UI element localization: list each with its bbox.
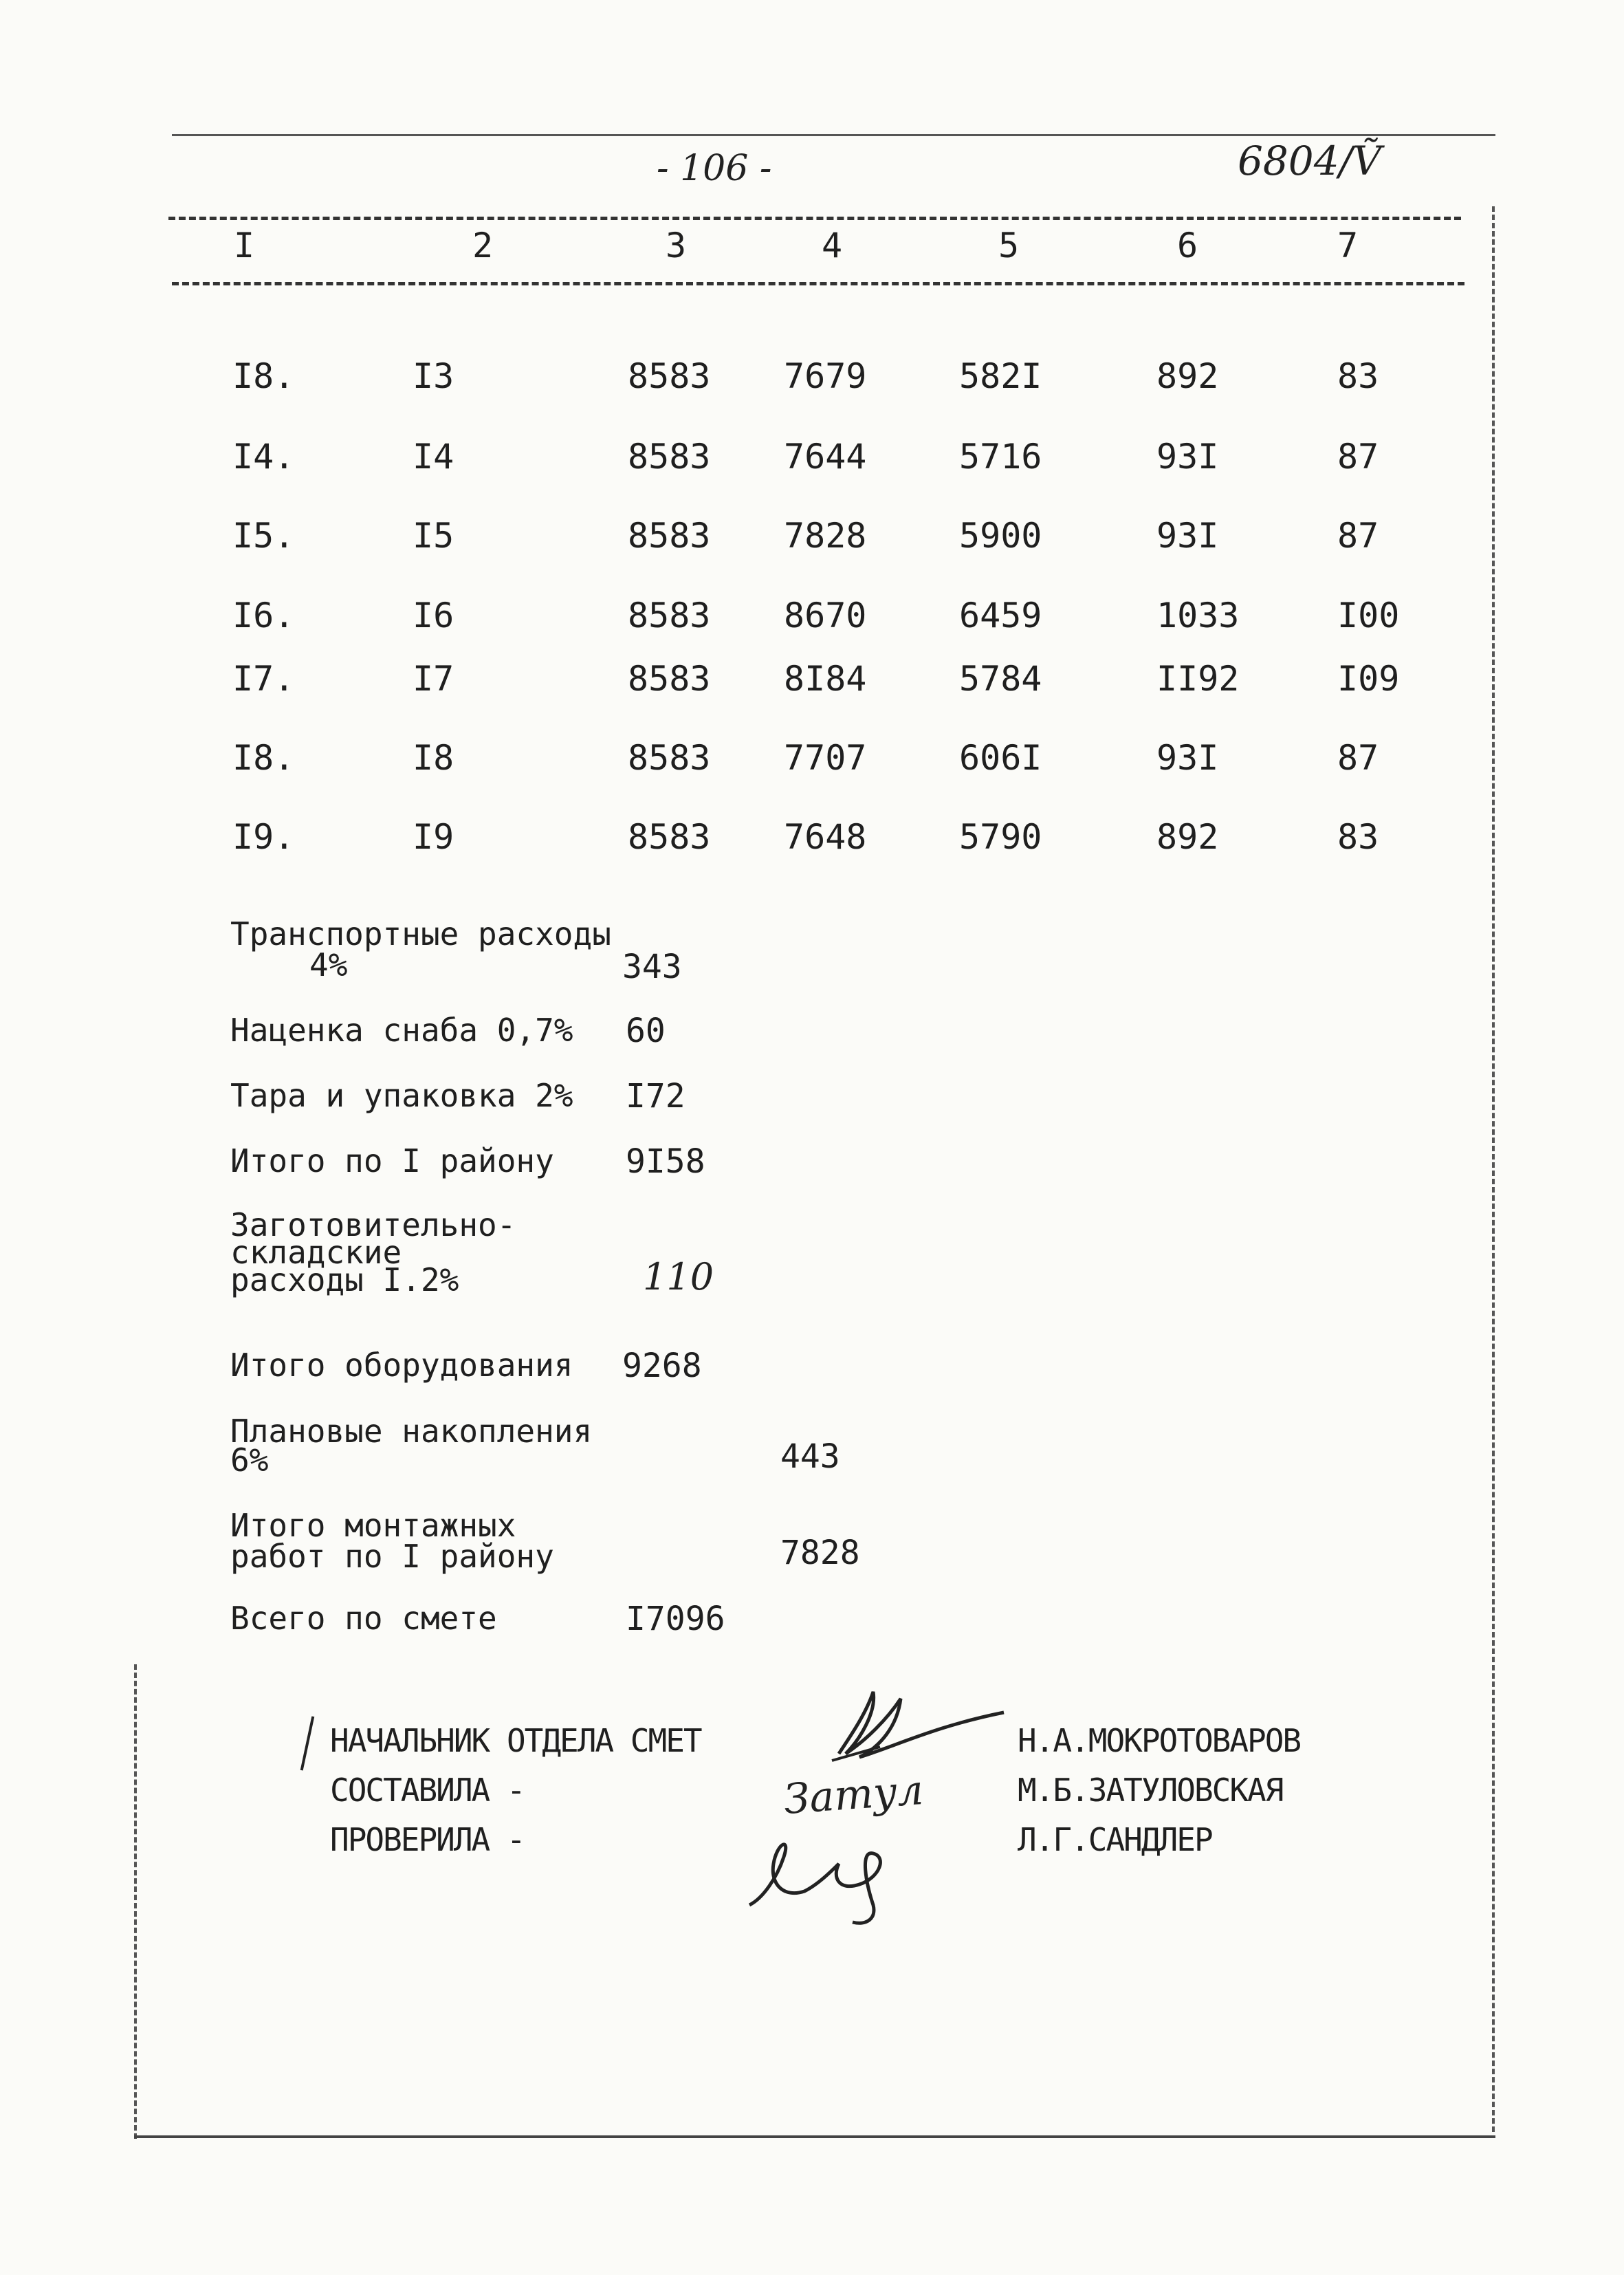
page-number: - 106 - (657, 148, 772, 189)
row-cell: I00 (1337, 596, 1400, 635)
grand-total-label: Всего по смете (230, 1600, 497, 1637)
row-cell: I5. (232, 516, 295, 556)
row-cell: 7648 (784, 817, 867, 857)
column-header-6: 6 (1177, 226, 1199, 265)
transport-value: 343 (622, 948, 682, 986)
row-cell: 6459 (959, 596, 1042, 635)
row-cell: 8583 (628, 437, 711, 477)
planned-label-line1: Плановые накопления (230, 1413, 593, 1450)
row-cell: I8 (413, 738, 454, 778)
margin-tick (300, 1716, 315, 1770)
row-cell: 93I (1156, 516, 1219, 556)
row-cell: 87 (1337, 437, 1379, 477)
row-cell: 7828 (784, 516, 867, 556)
header-rule-bottom (172, 282, 1464, 285)
row-cell: I6. (232, 596, 295, 635)
total-region-label: Итого по I району (230, 1142, 554, 1179)
row-cell: 7679 (784, 356, 867, 396)
planned-label-line2: 6% (230, 1441, 269, 1479)
row-cell: 8583 (628, 659, 711, 699)
storage-label-line1: Заготовительно- (230, 1206, 516, 1243)
packaging-value: I72 (626, 1077, 685, 1115)
checked-name: Л.Г.САНДЛЕР (1018, 1821, 1212, 1858)
compiled-signature-text: Затул (782, 1766, 925, 1824)
row-cell: 7644 (784, 437, 867, 477)
row-cell: I4. (232, 437, 295, 477)
row-cell: 5784 (959, 659, 1042, 699)
storage-value: 110 (643, 1255, 714, 1298)
row-cell: I09 (1337, 659, 1400, 699)
row-cell: 8583 (628, 356, 711, 396)
column-header-5: 5 (998, 226, 1020, 265)
checked-title: ПРОВЕРИЛА - (330, 1821, 525, 1858)
head-title: НАЧАЛЬНИК ОТДЕЛА СМЕТ (330, 1722, 701, 1759)
total-equipment-value: 9268 (622, 1347, 702, 1385)
markup-value: 60 (626, 1012, 666, 1050)
row-cell: I8. (232, 738, 295, 778)
row-cell: I3 (413, 356, 454, 396)
row-cell: 83 (1337, 356, 1379, 396)
row-cell: 93I (1156, 437, 1219, 477)
storage-label-line3: расходы I.2% (230, 1261, 459, 1298)
total-region-value: 9I58 (626, 1142, 705, 1181)
row-cell: 7707 (784, 738, 867, 778)
row-cell: 5790 (959, 817, 1042, 857)
row-cell: 892 (1156, 817, 1219, 857)
row-cell: 8583 (628, 516, 711, 556)
top-rule (172, 134, 1495, 136)
total-equipment-label: Итого оборудования (230, 1347, 573, 1384)
row-cell: 606I (959, 738, 1042, 778)
checked-signature (736, 1822, 914, 1933)
installation-value: 7828 (780, 1534, 860, 1572)
right-margin-line (1492, 206, 1495, 2132)
transport-label: Транспортные расходы (230, 915, 611, 953)
column-header-3: 3 (666, 226, 688, 265)
row-cell: I4 (413, 437, 454, 477)
row-cell: II92 (1156, 659, 1240, 699)
row-cell: I6 (413, 596, 454, 635)
row-cell: I9. (232, 817, 295, 857)
row-cell: 582I (959, 356, 1042, 396)
row-cell: 5716 (959, 437, 1042, 477)
column-header-7: 7 (1337, 226, 1359, 265)
document-code: 6804/Ṽ (1238, 138, 1382, 184)
header-rule-top (168, 217, 1461, 220)
column-header-2: 2 (472, 226, 494, 265)
row-cell: I9 (413, 817, 454, 857)
row-cell: I7 (413, 659, 454, 699)
row-cell: 83 (1337, 817, 1379, 857)
installation-label-line1: Итого монтажных (230, 1507, 516, 1544)
row-cell: 87 (1337, 516, 1379, 556)
storage-label-line2: складские (230, 1234, 402, 1271)
transport-percent: 4% (309, 946, 348, 983)
column-header-4: 4 (822, 226, 844, 265)
row-cell: 892 (1156, 356, 1219, 396)
row-cell: 87 (1337, 738, 1379, 778)
markup-label: Наценка снаба 0,7% (230, 1012, 573, 1049)
row-cell: I8. (232, 356, 295, 396)
row-cell: 5900 (959, 516, 1042, 556)
left-margin-line (134, 1664, 137, 2139)
row-cell: I7. (232, 659, 295, 699)
row-cell: 8583 (628, 738, 711, 778)
row-cell: 8I84 (784, 659, 867, 699)
compiled-name: М.Б.ЗАТУЛОВСКАЯ (1018, 1772, 1283, 1809)
row-cell: 8583 (628, 596, 711, 635)
bottom-rule (134, 2135, 1495, 2138)
column-header-1: I (234, 226, 256, 265)
row-cell: 8583 (628, 817, 711, 857)
row-cell: 1033 (1156, 596, 1240, 635)
planned-value: 443 (780, 1437, 840, 1476)
installation-label-line2: работ по I району (230, 1538, 554, 1575)
row-cell: I5 (413, 516, 454, 556)
row-cell: 93I (1156, 738, 1219, 778)
compiled-title: СОСТАВИЛА - (330, 1772, 525, 1809)
packaging-label: Тара и упаковка 2% (230, 1077, 573, 1114)
head-name: Н.А.МОКРОТОВАРОВ (1018, 1722, 1301, 1759)
grand-total-value: I7096 (626, 1600, 725, 1638)
row-cell: 8670 (784, 596, 867, 635)
